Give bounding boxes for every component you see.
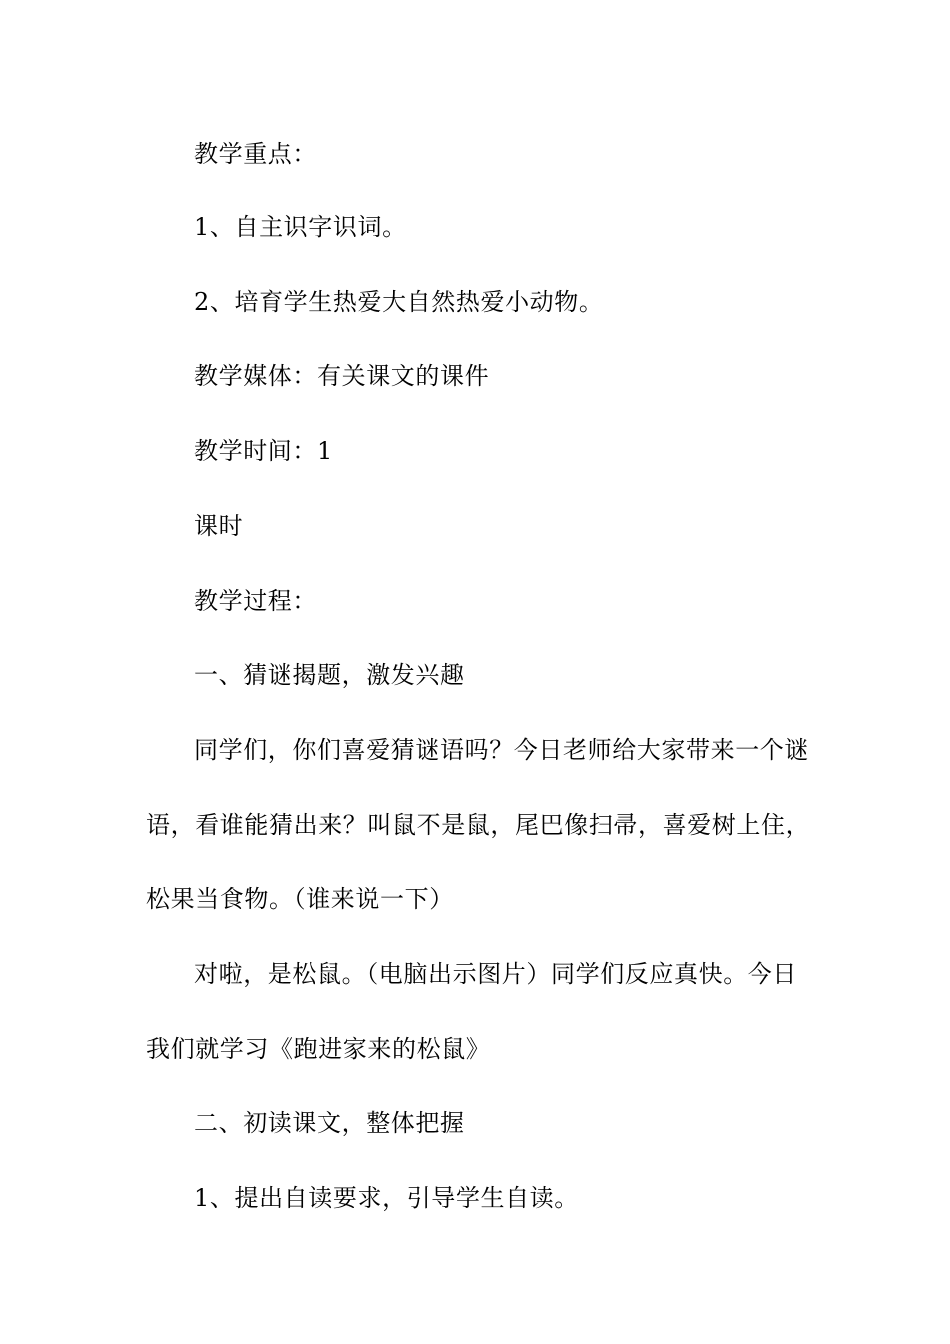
focus-item-2: 2、培育学生热爱大自然热爱小动物。 — [194, 288, 604, 316]
paragraph-answer-line-2: 我们就学习《跑进家来的松鼠》 — [146, 1035, 491, 1063]
section-2-item-1: 1、提出自读要求，引导学生自读。 — [194, 1184, 579, 1212]
heading-teaching-focus: 教学重点： — [194, 140, 317, 168]
teaching-media: 教学媒体：有关课文的课件 — [194, 362, 490, 390]
paragraph-riddle-line-3: 松果当食物。（谁来说一下） — [146, 885, 454, 913]
section-2-title: 二、初读课文，整体把握 — [194, 1109, 465, 1137]
paragraph-answer-line-1: 对啦，是松鼠。（电脑出示图片）同学们反应真快。今日 — [194, 960, 797, 988]
focus-item-1: 1、自主识字识词。 — [194, 213, 407, 241]
section-1-title: 一、猜谜揭题，激发兴趣 — [194, 661, 465, 689]
teaching-time-unit: 课时 — [194, 512, 244, 540]
paragraph-riddle-line-1: 同学们，你们喜爱猜谜语吗？今日老师给大家带来一个谜 — [194, 736, 809, 764]
paragraph-riddle-line-2: 语，看谁能猜出来？叫鼠不是鼠，尾巴像扫帚，喜爱树上住， — [146, 811, 811, 839]
heading-teaching-process: 教学过程： — [194, 587, 317, 615]
teaching-time: 教学时间：1 — [194, 437, 333, 465]
